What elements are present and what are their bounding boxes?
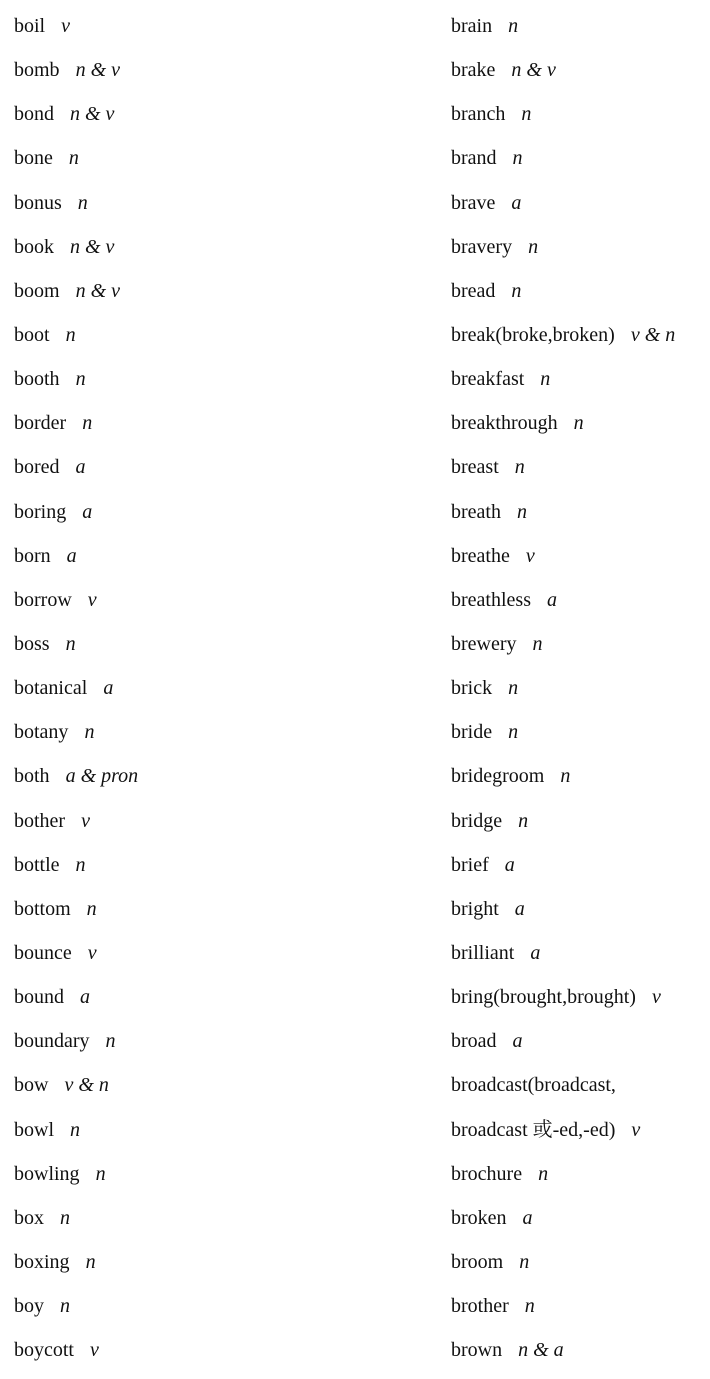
headword: book (14, 235, 54, 258)
word-entry (14, 1108, 437, 1152)
headword: boot (14, 323, 50, 346)
headword: break(broke,broken) (451, 323, 615, 346)
part-of-speech: n (68, 147, 79, 170)
headword: broom (451, 1250, 504, 1273)
part-of-speech: a (514, 897, 525, 920)
headword: brewery (451, 632, 517, 655)
headword: brake (451, 59, 496, 82)
part-of-speech: v (81, 809, 90, 832)
headword: bound (14, 986, 64, 1009)
part-of-speech: n (105, 1030, 116, 1053)
headword: broadcast(broadcast, (451, 1074, 616, 1097)
word-entry (451, 1328, 710, 1372)
headword: boy (14, 1295, 44, 1318)
word-entry (14, 136, 437, 180)
part-of-speech: n (528, 235, 539, 258)
part-of-speech: n (75, 368, 86, 391)
headword: boil (14, 15, 46, 37)
word-entry (14, 401, 437, 445)
part-of-speech: n (85, 1250, 96, 1273)
word-entry (14, 666, 437, 710)
headword: bow (14, 1074, 49, 1097)
part-of-speech: v (87, 941, 97, 964)
part-of-speech: n & v (70, 235, 115, 258)
word-entry (14, 313, 437, 357)
word-entry (451, 843, 710, 887)
part-of-speech: v (87, 588, 97, 611)
headword: bread (451, 279, 496, 302)
part-of-speech: n (65, 323, 76, 346)
headword: bother (14, 809, 66, 832)
word-entry (14, 931, 437, 975)
word-entry (14, 578, 437, 622)
headword: breast (451, 456, 499, 479)
word-entry (451, 1063, 710, 1107)
part-of-speech: a (103, 677, 114, 700)
part-of-speech: n (511, 279, 522, 302)
word-entry (451, 92, 710, 136)
word-entry (451, 136, 710, 180)
headword: broken (451, 1206, 507, 1229)
left-column (0, 4, 437, 1372)
part-of-speech: n (75, 853, 86, 876)
part-of-speech: n (77, 191, 88, 214)
word-entry (14, 357, 437, 401)
headword: boundary (14, 1030, 90, 1053)
part-of-speech: n (524, 1295, 535, 1318)
word-entry (451, 887, 710, 931)
headword: bond (14, 103, 54, 126)
headword: booth (14, 368, 60, 391)
word-entry (14, 975, 437, 1019)
headword: bowling (14, 1162, 80, 1185)
headword: broad (451, 1030, 497, 1053)
headword: bonus (14, 191, 62, 214)
headword: brief (451, 853, 489, 876)
headword: bored (14, 456, 60, 479)
word-entry (14, 1196, 437, 1240)
word-entry (451, 357, 710, 401)
headword: breathe (451, 544, 510, 567)
word-entry (14, 1152, 437, 1196)
part-of-speech: a (522, 1206, 533, 1229)
part-of-speech: n (538, 1162, 549, 1185)
word-entry (451, 1284, 710, 1328)
word-entry (451, 225, 710, 269)
part-of-speech: n (540, 368, 551, 391)
headword: bomb (14, 59, 60, 82)
headword: brand (451, 147, 497, 170)
part-of-speech: n & v (511, 59, 556, 82)
word-entry (14, 269, 437, 313)
part-of-speech: n (60, 1206, 70, 1229)
headword: botany (14, 721, 69, 744)
part-of-speech: a (80, 986, 90, 1009)
word-entry (451, 1108, 710, 1152)
headword: bravery (451, 235, 513, 258)
part-of-speech: a (546, 588, 557, 611)
part-of-speech: v (651, 986, 661, 1009)
part-of-speech: n (519, 1250, 530, 1273)
headword: brick (451, 677, 493, 700)
part-of-speech: n (516, 500, 527, 523)
headword: boom (14, 279, 60, 302)
word-entry (451, 48, 710, 92)
part-of-speech: n & v (75, 279, 120, 302)
part-of-speech: n (532, 632, 543, 655)
right-column (437, 4, 710, 1372)
headword: born (14, 544, 51, 567)
part-of-speech: n (82, 412, 93, 435)
headword: brother (451, 1295, 509, 1318)
word-entry (451, 975, 710, 1019)
word-entry (14, 887, 437, 931)
vocabulary-list (0, 4, 710, 1372)
word-entry (451, 1196, 710, 1240)
headword: botanical (14, 677, 88, 700)
part-of-speech: n (521, 103, 532, 126)
part-of-speech: v (631, 1118, 641, 1141)
headword: boycott (14, 1339, 74, 1362)
headword: boxing (14, 1250, 70, 1273)
part-of-speech: a (75, 456, 86, 479)
word-entry (14, 181, 437, 225)
word-entry (14, 4, 437, 48)
word-entry (451, 445, 710, 489)
headword: bring(brought,brought) (451, 986, 636, 1009)
part-of-speech: n & v (70, 103, 115, 126)
word-entry (14, 843, 437, 887)
word-entry (14, 1284, 437, 1328)
headword: boss (14, 632, 50, 655)
headword: bounce (14, 941, 72, 964)
headword: branch (451, 103, 506, 126)
headword: broadcast 或-ed,-ed) (451, 1118, 616, 1141)
part-of-speech: a (82, 500, 93, 523)
part-of-speech: v (525, 544, 535, 567)
word-entry (14, 490, 437, 534)
part-of-speech: n & a (518, 1339, 564, 1362)
part-of-speech: n (84, 721, 95, 744)
part-of-speech: n & v (75, 59, 120, 82)
headword: brochure (451, 1162, 523, 1185)
headword: bottom (14, 897, 71, 920)
word-entry (451, 754, 710, 798)
part-of-speech: n (512, 147, 523, 170)
part-of-speech: v (90, 1339, 99, 1362)
headword: brown (451, 1339, 503, 1362)
word-entry (14, 710, 437, 754)
headword: bride (451, 721, 493, 744)
part-of-speech: a (66, 544, 77, 567)
word-entry (451, 1240, 710, 1284)
word-entry (451, 490, 710, 534)
headword: breath (451, 500, 501, 523)
headword: both (14, 765, 50, 788)
part-of-speech: a (512, 1030, 523, 1053)
word-entry (14, 445, 437, 489)
part-of-speech: a (511, 191, 522, 214)
word-entry (14, 48, 437, 92)
headword: breakfast (451, 368, 525, 391)
headword: bright (451, 897, 499, 920)
headword: breakthrough (451, 412, 558, 435)
word-entry (451, 181, 710, 225)
word-entry (14, 1240, 437, 1284)
word-entry (451, 269, 710, 313)
word-entry (14, 92, 437, 136)
headword: boring (14, 500, 67, 523)
headword: bridge (451, 809, 503, 832)
headword: breathless (451, 588, 531, 611)
word-entry (451, 401, 710, 445)
word-entry (14, 799, 437, 843)
part-of-speech: n (514, 456, 525, 479)
word-entry (451, 710, 710, 754)
word-entry (14, 754, 437, 798)
word-entry (14, 1019, 437, 1063)
word-entry (451, 931, 710, 975)
part-of-speech: n (86, 897, 97, 920)
headword: brilliant (451, 941, 515, 964)
headword: bone (14, 147, 53, 170)
part-of-speech: a (530, 941, 541, 964)
part-of-speech: n (573, 412, 584, 435)
word-entry (451, 313, 710, 357)
word-entry (451, 666, 710, 710)
part-of-speech: n (60, 1295, 70, 1318)
word-entry (14, 622, 437, 666)
part-of-speech: n (65, 632, 76, 655)
headword: border (14, 412, 67, 435)
part-of-speech: n (518, 809, 529, 832)
part-of-speech: n (560, 765, 571, 788)
word-entry (451, 578, 710, 622)
part-of-speech: v (61, 15, 71, 37)
headword: bowl (14, 1118, 54, 1141)
part-of-speech: a (504, 853, 515, 876)
word-entry (451, 1019, 710, 1063)
word-entry (14, 1328, 437, 1372)
headword: bottle (14, 853, 60, 876)
part-of-speech: v & n (64, 1074, 109, 1097)
part-of-speech: n (508, 721, 519, 744)
headword: brain (451, 15, 493, 37)
part-of-speech: n (70, 1118, 80, 1141)
headword: bridegroom (451, 765, 545, 788)
part-of-speech: n (508, 677, 519, 700)
word-entry (451, 534, 710, 578)
word-entry (451, 799, 710, 843)
part-of-speech: v & n (630, 323, 676, 346)
headword: brave (451, 191, 496, 214)
word-entry (451, 622, 710, 666)
headword: borrow (14, 588, 72, 611)
word-entry (14, 225, 437, 269)
word-entry (14, 1063, 437, 1107)
part-of-speech: n (95, 1162, 106, 1185)
part-of-speech: n (508, 15, 519, 37)
headword: box (14, 1206, 44, 1229)
word-entry (451, 1152, 710, 1196)
part-of-speech: a & pron (65, 765, 139, 788)
word-entry (451, 4, 710, 48)
word-entry (14, 534, 437, 578)
